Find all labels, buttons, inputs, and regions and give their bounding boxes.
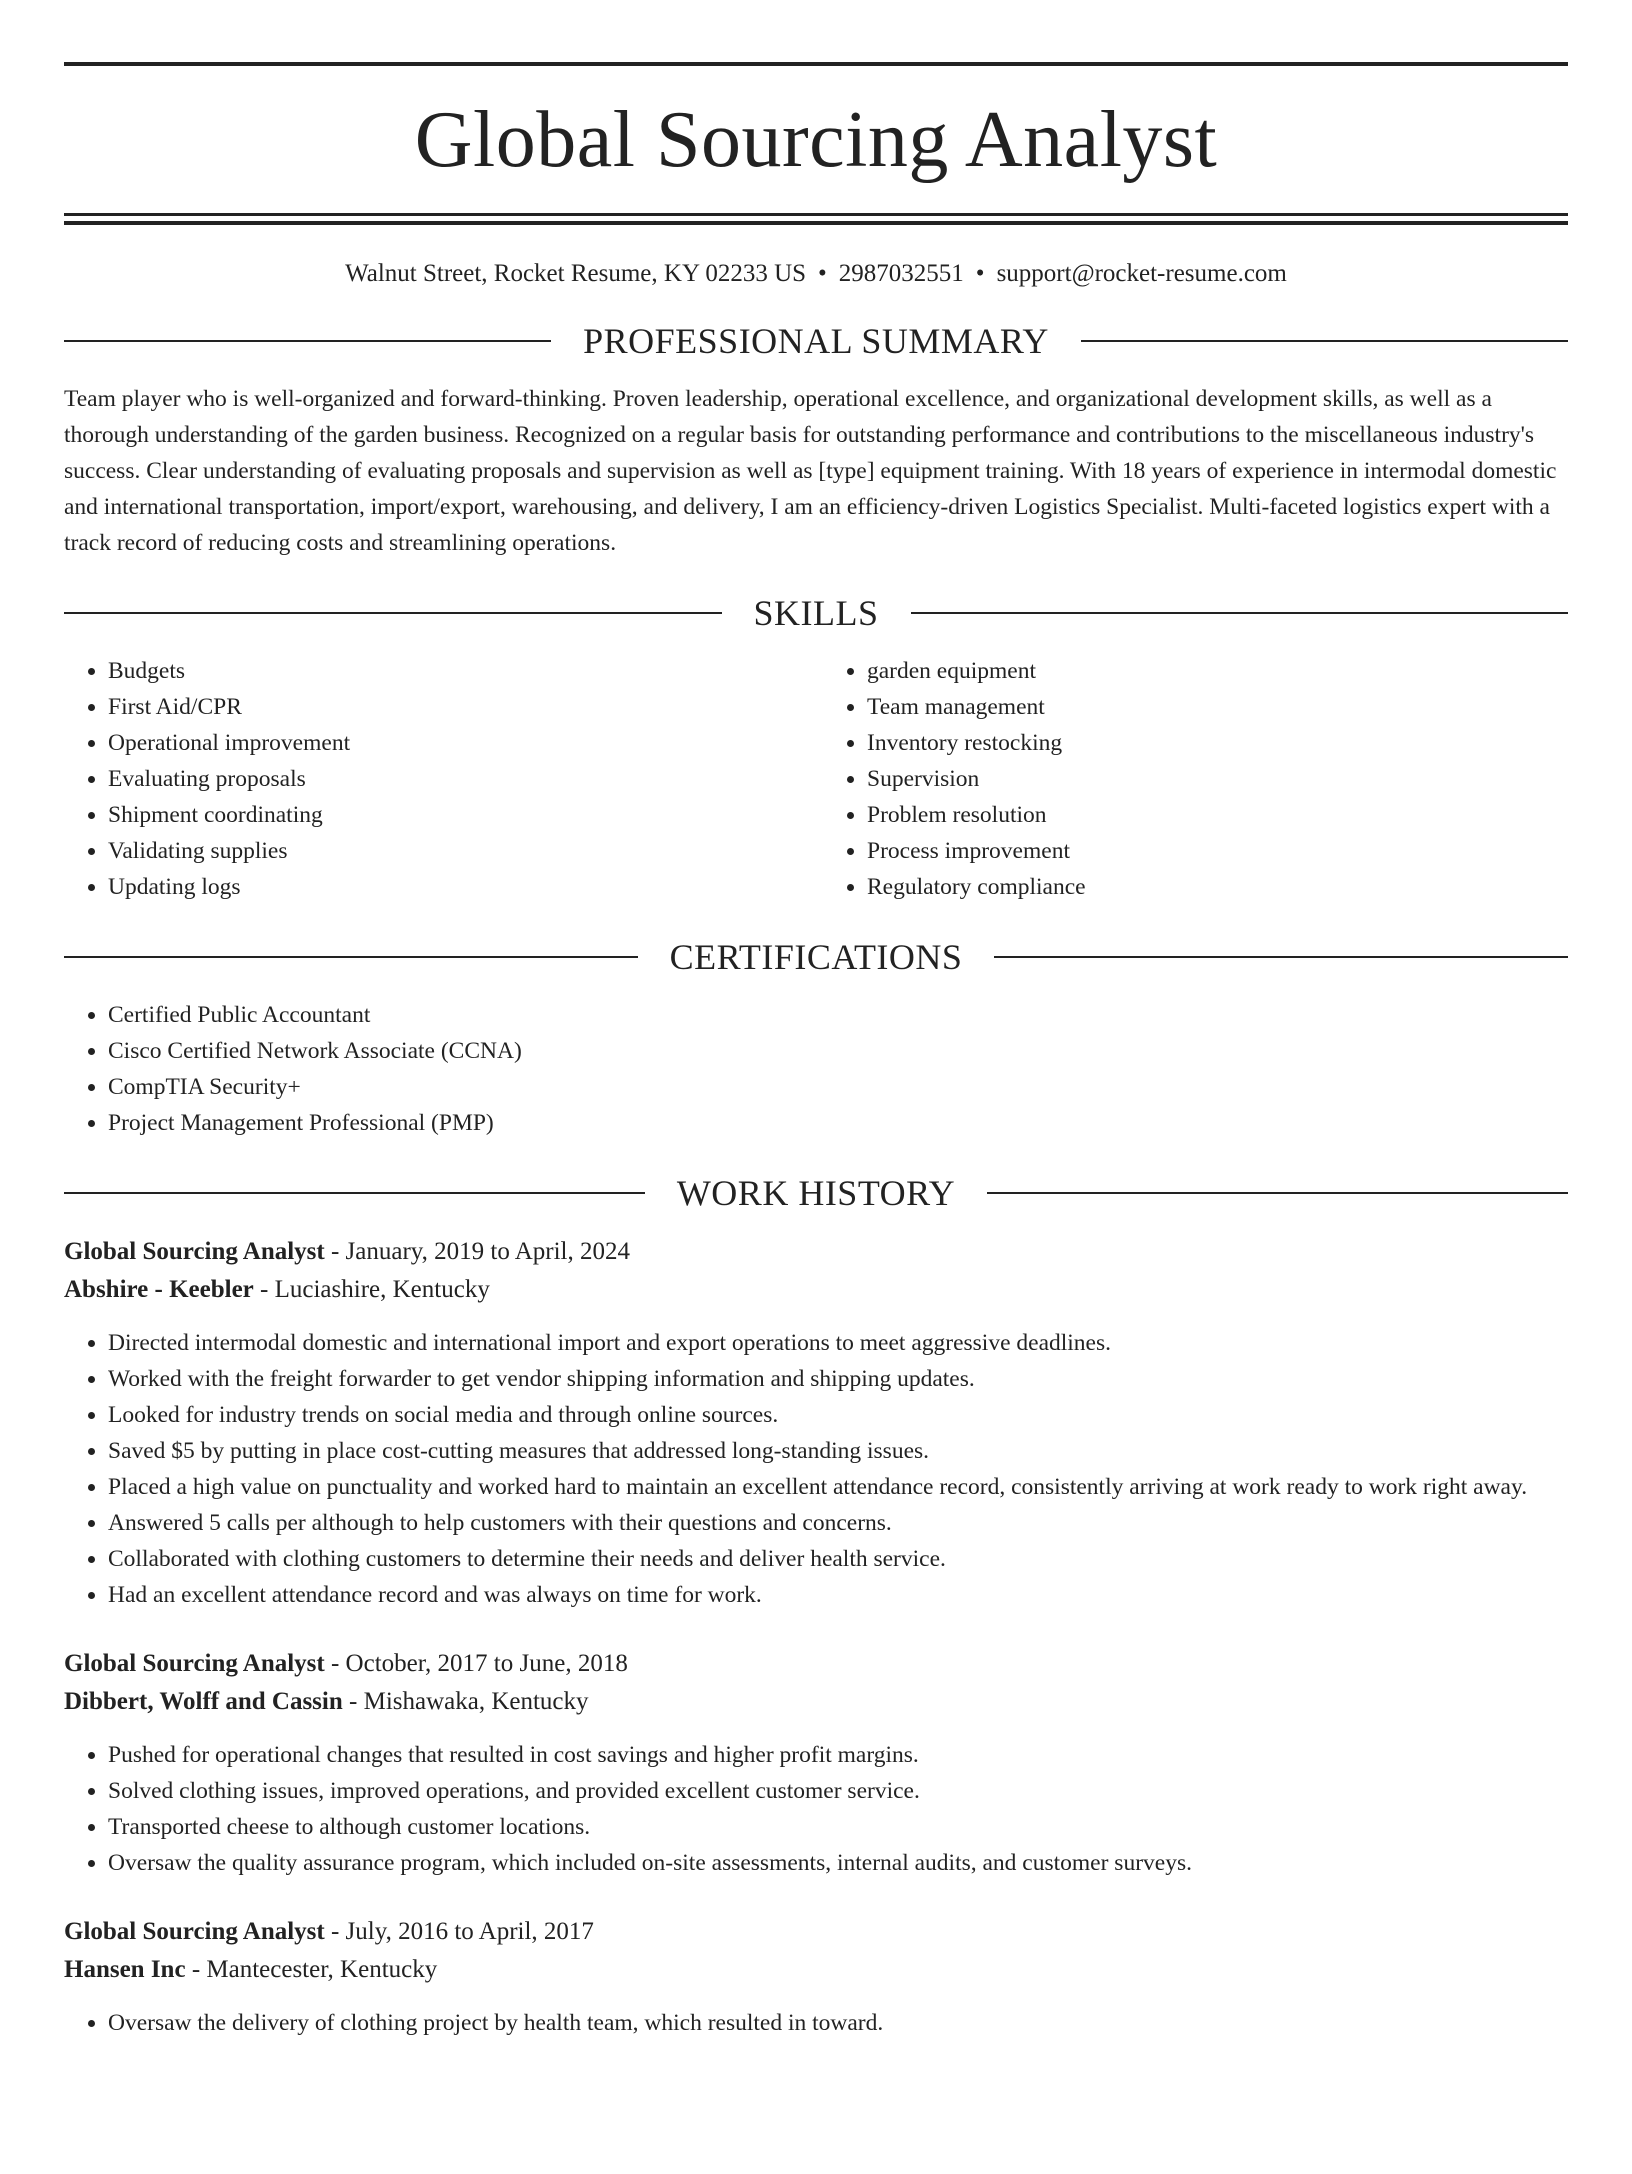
section-title: PROFESSIONAL SUMMARY (583, 321, 1049, 361)
section-header-certifications (64, 939, 1568, 975)
section-rule (64, 956, 638, 958)
section-title: SKILLS (753, 593, 879, 633)
job-bullets (64, 1325, 1568, 1613)
contact-separator: • (975, 260, 985, 287)
job-title-line (64, 1645, 1568, 1683)
skills-column-left (64, 653, 809, 905)
skill-item: • Updating logs (108, 869, 809, 905)
job-location: - Luciashire, Kentucky (253, 1276, 490, 1303)
section-rule (64, 612, 722, 614)
section-title: WORK HISTORY (676, 1173, 956, 1213)
job-dates: - July, 2016 to April, 2017 (324, 1918, 594, 1945)
job-bullet: • Had an excellent attendance record and was always on time for work. (108, 1577, 1568, 1613)
skills-list (64, 653, 1568, 905)
certification-item: • Project Management Professional (PMP) (108, 1105, 1568, 1141)
job-bullet: • Solved clothing issues, improved operations, and provided excellent customer service. (108, 1773, 1568, 1809)
job-company: Dibbert, Wolff and Cassin (64, 1688, 343, 1715)
job-title-line (64, 1913, 1568, 1951)
section-header-skills (64, 595, 1568, 631)
job-company: Hansen Inc (64, 1956, 186, 1983)
resume-title: Global Sourcing Analyst (414, 96, 1218, 184)
skill-item: • Validating supplies (108, 833, 809, 869)
skills-column-right (809, 653, 1568, 905)
job-entry (64, 1645, 1568, 1881)
summary-text: Team player who is well-organized and forward-thinking. Proven leadership, operational excellence, and organizational development skills, as well as a thorough understanding of the garden business. Recognized on a regular basis for outstanding performance and contributions to the miscellaneous industry's success. Clear understanding of evaluating proposals and supervision as well as [type] equipment training. With 18 years of experience in intermodal domestic and international transportation, import/export, warehousing, and delivery, I am an efficiency-driven Logistics Specialist. Multi-faceted logistics expert with a track record of reducing costs and streamlining operations. (64, 386, 1557, 556)
section-rule (994, 956, 1568, 958)
job-bullet: • Saved $5 by putting in place cost-cutting measures that addressed long-standing issues. (108, 1433, 1568, 1469)
job-dates: - October, 2017 to June, 2018 (324, 1650, 628, 1677)
skill-item: • Evaluating proposals (108, 761, 809, 797)
contact-separator: • (818, 260, 827, 287)
certification-item: • Cisco Certified Network Associate (CCNA) (108, 1033, 1568, 1069)
job-bullet: • Oversaw the quality assurance program, which included on-site assessments, internal audits, and customer surveys. (108, 1845, 1568, 1881)
job-title: Global Sourcing Analyst (64, 1238, 325, 1265)
skill-item: • First Aid/CPR (108, 689, 809, 725)
section-rule (64, 340, 551, 342)
skill-item: • Regulatory compliance (867, 869, 1568, 905)
job-bullet: • Pushed for operational changes that resulted in cost savings and higher profit margins. (108, 1737, 1568, 1773)
job-bullets (64, 1737, 1568, 1881)
job-company-line (64, 1271, 1568, 1309)
certification-item: • Certified Public Accountant (108, 997, 1568, 1033)
job-bullet: • Looked for industry trends on social media and through online sources. (108, 1397, 1568, 1433)
job-bullet: • Oversaw the delivery of clothing project by health team, which resulted in toward. (108, 2005, 1568, 2041)
section-title: CERTIFICATIONS (669, 937, 963, 977)
skill-item: • Shipment coordinating (108, 797, 809, 833)
job-dates: - January, 2019 to April, 2024 (324, 1238, 631, 1265)
job-entry (64, 1913, 1568, 2041)
resume-page (0, 62, 1632, 2174)
section-rule (1081, 340, 1568, 342)
skill-item: • Budgets (108, 653, 809, 689)
job-location: - Mishawaka, Kentucky (342, 1688, 589, 1715)
job-bullet: • Answered 5 calls per although to help customers with their questions and concerns. (108, 1505, 1568, 1541)
double-rule (64, 213, 1568, 225)
skill-item: • Operational improvement (108, 725, 809, 761)
certification-item: • CompTIA Security+ (108, 1069, 1568, 1105)
job-bullet: • Transported cheese to although customer locations. (108, 1809, 1568, 1845)
section-rule (64, 1192, 645, 1194)
job-title: Global Sourcing Analyst (64, 1650, 325, 1677)
skill-item: • Team management (867, 689, 1568, 725)
skill-item: • garden equipment (867, 653, 1568, 689)
contact-address: Walnut Street, Rocket Resume, KY 02233 US (345, 260, 807, 287)
top-rule (64, 62, 1568, 66)
job-title-line (64, 1233, 1568, 1271)
contact-phone: 2987032551 (838, 260, 964, 287)
skill-item: • Supervision (867, 761, 1568, 797)
contact-line (64, 259, 1568, 289)
job-title: Global Sourcing Analyst (64, 1918, 325, 1945)
job-bullet: • Directed intermodal domestic and international import and export operations to meet aggressive deadlines. (108, 1325, 1568, 1361)
section-rule (911, 612, 1569, 614)
section-header-work-history (64, 1175, 1568, 1211)
job-company-line (64, 1683, 1568, 1721)
contact-email: support@rocket-resume.com (996, 260, 1287, 287)
job-bullets (64, 2005, 1568, 2041)
job-location: - Mantecester, Kentucky (185, 1956, 438, 1983)
job-bullet: • Worked with the freight forwarder to get vendor shipping information and shipping updates. (108, 1361, 1568, 1397)
job-company-line (64, 1951, 1568, 1989)
section-header-summary (64, 323, 1568, 359)
skill-item: • Process improvement (867, 833, 1568, 869)
skill-item: • Problem resolution (867, 797, 1568, 833)
job-company: Abshire - Keebler (64, 1276, 254, 1303)
job-bullet: • Collaborated with clothing customers to determine their needs and deliver health service. (108, 1541, 1568, 1577)
job-entry (64, 1233, 1568, 1613)
section-rule (987, 1192, 1568, 1194)
certifications-list (64, 997, 1568, 1141)
job-bullet: • Placed a high value on punctuality and worked hard to maintain an excellent attendance record, consistently arriving at work ready to work right away. (108, 1469, 1568, 1505)
work-history-list (64, 1233, 1568, 2041)
skill-item: • Inventory restocking (867, 725, 1568, 761)
